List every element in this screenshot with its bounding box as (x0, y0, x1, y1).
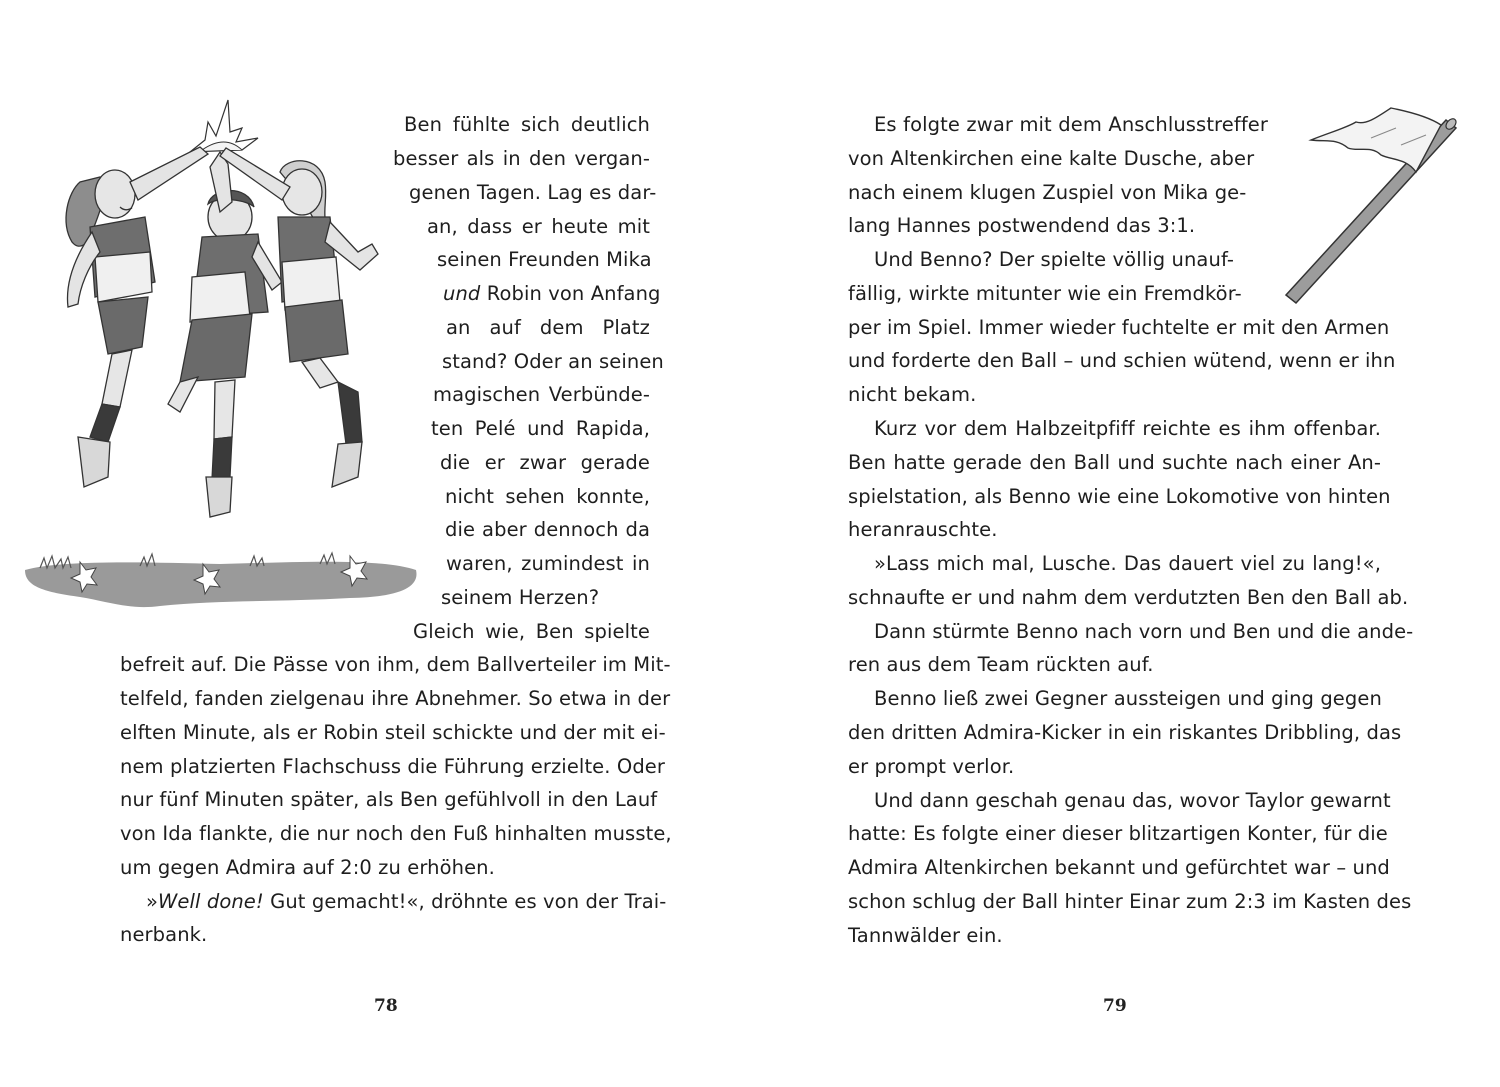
line-rest: Robin von Anfang (480, 282, 661, 305)
text-line-with-italic (443, 277, 661, 311)
text-line: genen Tagen. Lag es dar- (409, 181, 657, 204)
text-line: ren aus dem Team rückten auf. (848, 653, 1154, 676)
text-line: nicht sehen konnte, (445, 485, 650, 508)
text-line: ten Pelé und Rapida, (431, 417, 650, 440)
text-line: fällig, wirkte mitunter wie ein Fremdkör- (848, 282, 1242, 305)
text-line: schon schlug der Ball hinter Einar zum 2:3 im Kasten des (848, 890, 1412, 913)
text-line: seinem Herzen? (441, 586, 600, 609)
text-line: nerbank. (120, 923, 208, 946)
text-line: Es folgte zwar mit dem Anschlusstreffer (874, 113, 1268, 136)
text-line: er prompt verlor. (848, 755, 1015, 778)
text-line: die aber dennoch da (445, 518, 650, 541)
italic-word: und (443, 282, 481, 305)
right-page (750, 0, 1500, 1087)
text-line: den dritten Admira-Kicker in ein riskantes Dribbling, das (848, 721, 1402, 744)
corner-flag-illustration (1276, 100, 1476, 305)
text-line: nem platzierten Flachschuss die Führung erzielte. Oder (120, 755, 666, 778)
text-line: Und dann geschah genau das, wovor Taylor gewarnt (874, 789, 1391, 812)
text-line: von Altenkirchen eine kalte Dusche, aber (848, 147, 1255, 170)
text-line: an, dass er heute mit (427, 215, 650, 238)
text-line: Und Benno? Der spielte völlig unauf- (874, 248, 1234, 271)
italic-phrase: Well done! (158, 890, 264, 913)
text-line: die er zwar gerade (440, 451, 650, 474)
text-line: an auf dem Platz (446, 316, 650, 339)
text-line: »Lass mich mal, Lusche. Das dauert viel zu lang!«, (874, 552, 1381, 575)
text-line: per im Spiel. Immer wieder fuchtelte er mit den Armen (848, 316, 1390, 339)
text-line: befreit auf. Die Pässe von ihm, dem Ballverteiler im Mit- (120, 653, 671, 676)
text-line: Ben hatte gerade den Ball und suchte nach einer An- (848, 451, 1381, 474)
text-line: heranrauschte. (848, 518, 998, 541)
text-line: lang Hannes postwendend das 3:1. (848, 214, 1196, 237)
quote-rest: Gut gemacht!«, dröhnte es von der Trai- (263, 890, 667, 913)
text-line: Benno ließ zwei Gegner aussteigen und ging gegen (874, 687, 1382, 710)
text-line: Tannwälder ein. (848, 924, 1003, 947)
text-line: besser als in den vergan- (393, 147, 650, 170)
text-line: seinen Freunden Mika (437, 248, 652, 271)
page-number-left: 78 (374, 996, 398, 1016)
text-line: und forderte den Ball – und schien wütend, wenn er ihn (848, 349, 1396, 372)
quote-open: » (146, 890, 159, 913)
text-line: spielstation, als Benno wie eine Lokomotive von hinten (848, 485, 1391, 508)
text-line: nach einem klugen Zuspiel von Mika ge- (848, 181, 1247, 204)
kids-high-five-illustration (20, 92, 420, 620)
text-line: schnaufte er und nahm dem verdutzten Ben den Ball ab. (848, 586, 1409, 609)
text-line: Kurz vor dem Halbzeitpfiff reichte es ihm offenbar. (874, 417, 1381, 440)
text-line: Dann stürmte Benno nach vorn und Ben und die ande- (874, 620, 1414, 643)
text-line: Ben fühlte sich deutlich (404, 113, 650, 136)
text-line: Admira Altenkirchen bekannt und gefürchtet war – und (848, 856, 1390, 879)
text-line: nicht bekam. (848, 383, 977, 406)
page-number-right: 79 (1103, 996, 1127, 1016)
text-line: stand? Oder an seinen (442, 350, 664, 373)
text-line: um gegen Admira auf 2:0 zu erhöhen. (120, 856, 495, 879)
text-line: telfeld, fanden zielgenau ihre Abnehmer. So etwa in der (120, 687, 671, 710)
text-line: waren, zumindest in (446, 552, 650, 575)
text-line: hatte: Es folgte einer dieser blitzartigen Konter, für die (848, 822, 1388, 845)
text-line: magischen Verbünde- (433, 383, 650, 406)
text-line: nur fünf Minuten später, als Ben gefühlvoll in den Lauf (120, 788, 658, 811)
text-line: von Ida flankte, die nur noch den Fuß hinhalten musste, (120, 822, 672, 845)
text-line: elften Minute, als er Robin steil schickte und der mit ei- (120, 721, 666, 744)
quote-line (146, 885, 667, 919)
text-line: Gleich wie, Ben spielte (413, 620, 650, 643)
